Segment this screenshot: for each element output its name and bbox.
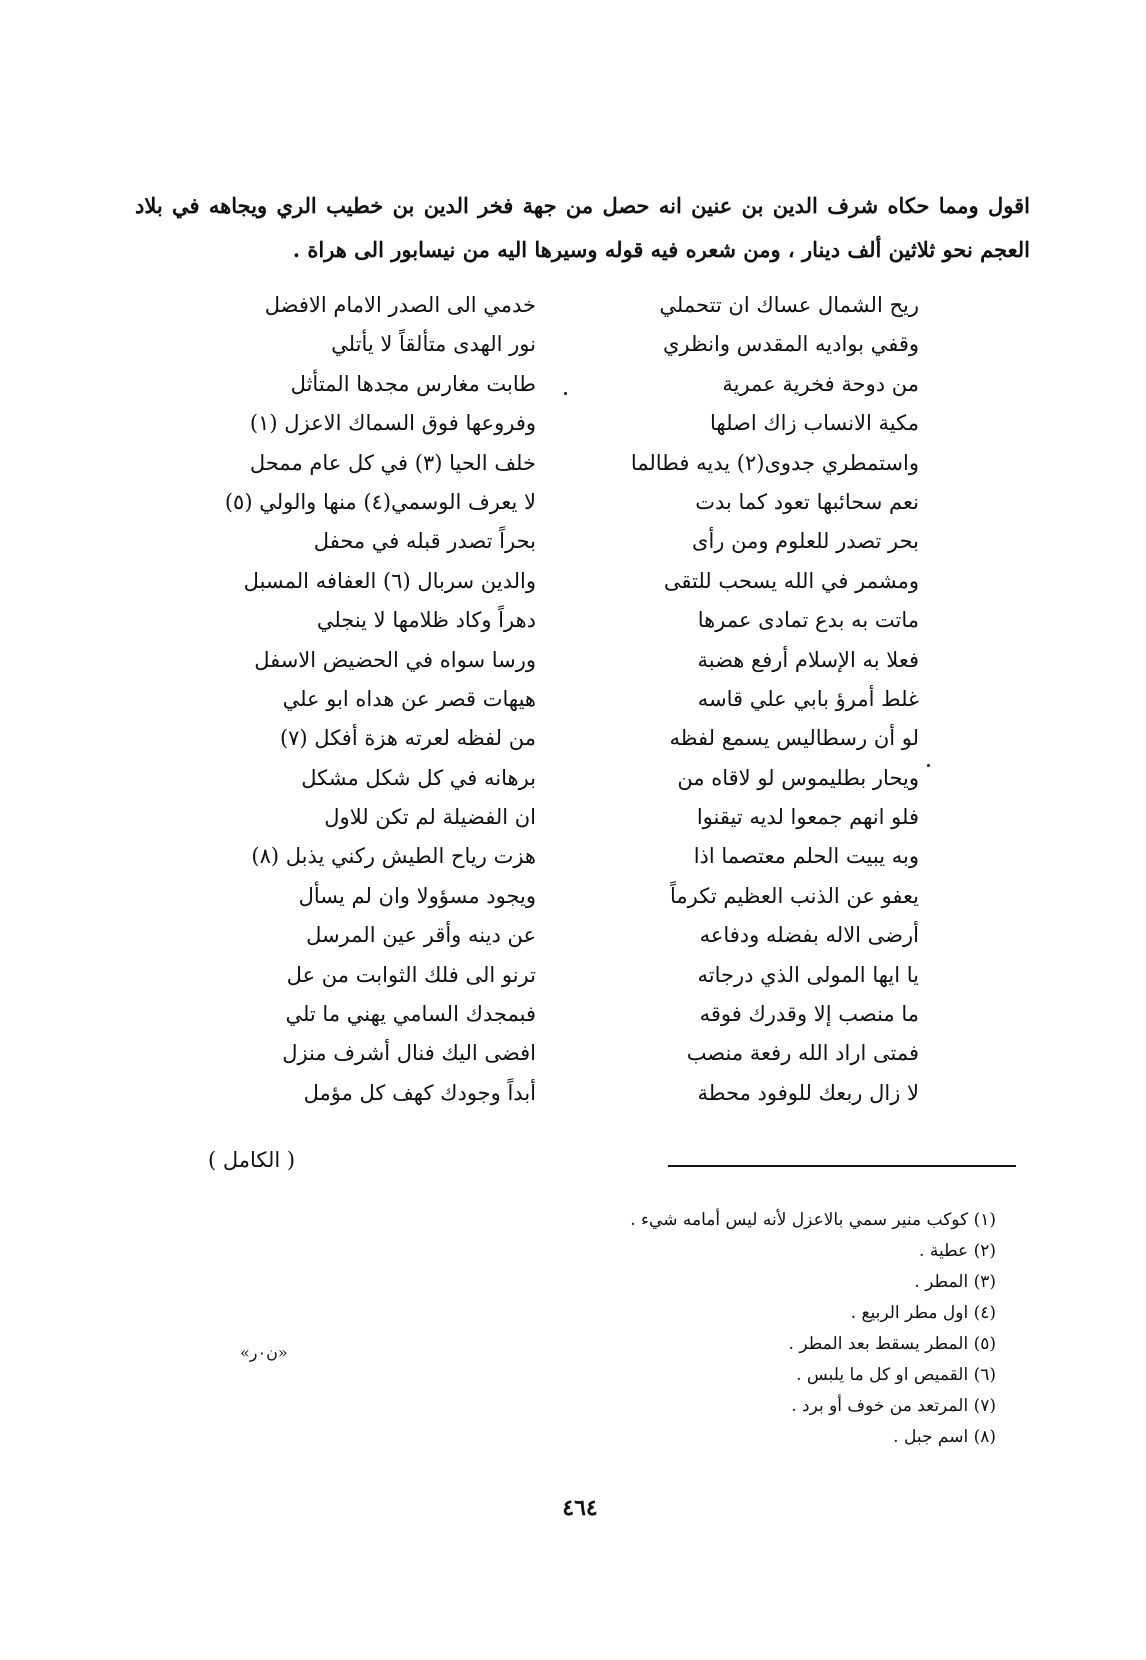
poem-verse: واستمطري جدوى(٢) يديه فطالما (630, 450, 919, 475)
poem-verse: ومشمر في الله يسحب للتقى (663, 568, 919, 593)
poem-verse: ان الفضيلة لم تكن للاول (324, 805, 536, 830)
poem-verse: هزت رياح الطيش ركني يذبل (٨) (251, 844, 536, 869)
poem-verse: ريح الشمال عساك ان تتحملي (659, 293, 919, 317)
footnote: (٥) المطر يسقط بعد المطر . (788, 1334, 996, 1354)
poem-verse: نور الهدى متألقاً لا يأتلي (331, 332, 536, 357)
poem-verse: مكية الانساب زاك اصلها (709, 411, 919, 436)
meter-label: ( الكامل ) (208, 1148, 296, 1172)
print-speck (927, 764, 930, 767)
poem-verse: أرضى الاله بفضله ودفاعه (699, 923, 919, 948)
poem-verse: عن دينه وأقر عين المرسل (306, 923, 536, 948)
poem-verse: من دوحة فخرية عمرية (722, 371, 919, 396)
poem-verse: وقفي بواديه المقدس وانظري (662, 332, 919, 357)
poem-verse: ما منصب إلا وقدرك فوقه (699, 1002, 919, 1027)
poem-verse: دهراً وكاد ظلامها لا ينجلي (316, 608, 536, 633)
poem-verse: فلو انهم جمعوا لديه تيقنوا (696, 805, 919, 830)
poem-verse: ويجود مسؤولا وان لم يسأل (298, 883, 536, 908)
poem-verse: ترنو الى فلك الثوابت من عل (286, 962, 536, 987)
poem-verse: فعلا به الإسلام أرفع هضبة (697, 647, 919, 672)
poem-column-right (619, 286, 919, 1113)
poem-verse: لا زال ربعك للوفود محطة (697, 1080, 919, 1105)
poem-verse: وفروعها فوق السماك الاعزل (١) (249, 411, 536, 436)
poem-verse: يا ايها المولى الذي درجاته (697, 962, 919, 987)
poem-verse: ويحار بطليموس لو لاقاه من (677, 765, 919, 790)
poem-verse: من لفظه لعرته هزة أفكل (٧) (279, 726, 536, 751)
footnote: (٣) المطر . (914, 1272, 996, 1292)
poem-verse: غلط أمرؤ بابي علي قاسه (697, 686, 919, 711)
signature-mark: «ن٠ر» (240, 1343, 288, 1362)
poem-verse: أبداً وجودك كهف كل مؤمل (303, 1080, 536, 1105)
footnotes (500, 1205, 996, 1453)
poem-verse: خدمي الى الصدر الامام الافضل (264, 293, 536, 317)
poem-verse: والدين سربال (٦) العفافه المسبل (243, 568, 536, 593)
poem-verse: طابت مغارس مجدها المتأثل (290, 371, 536, 396)
poem-verse: بحر تصدر للعلوم ومن رأى (692, 529, 919, 554)
poem-verse: ماتت به بدع تمادى عمرها (697, 608, 919, 633)
poem-column-left (224, 286, 536, 1113)
poem-verse: فمتى اراد الله رفعة منصب (686, 1041, 919, 1066)
poem-verse: لو أن رسطاليس يسمع لفظه (669, 726, 919, 751)
poem-verse: بحراً تصدر قبله في محفل (313, 529, 536, 554)
poem-verse: يعفو عن الذنب العظيم تكرماً (670, 883, 919, 908)
poem-verse: خلف الحيا (٣) في كل عام ممحل (249, 450, 536, 475)
poem-verse: افضى اليك فنال أشرف منزل (282, 1041, 536, 1066)
poem-verse: نعم سحائبها تعود كما بدت (695, 489, 919, 514)
footnote: (٢) عطية . (919, 1241, 996, 1261)
print-speck (564, 392, 567, 395)
footnote: (٧) المرتعد من خوف أو برد . (791, 1396, 996, 1416)
intro-paragraph: اقول ومما حكاه شرف الدين بن عنين انه حصل من جهة فخر الدين بن خطيب الري ويجاهه في بلاد العجم نحو ثلاثين ألف دينار ، ومن شعره فيه قوله وسيرها اليه من نيسابور الى هراة . (135, 193, 1030, 262)
poem-verse: فبمجدك السامي يهني ما تلي (285, 1002, 536, 1027)
footnote: (١) كوكب منير سمي بالاعزل لأنه ليس أمامه شيء . (630, 1210, 996, 1230)
poem-verse: لا يعرف الوسمي(٤) منها والولي (٥) (224, 489, 536, 514)
poem-verse: برهانه في كل شكل مشكل (301, 765, 536, 790)
footnote: (٨) اسم جبل . (893, 1427, 996, 1447)
page-number: ٤٦٤ (562, 1495, 598, 1521)
poem-verse: هيهات قصر عن هداه ابو علي (282, 686, 536, 711)
footnote-divider (668, 1165, 1016, 1167)
poem-verse: ورسا سواه في الحضيض الاسفل (254, 647, 536, 672)
footnote: (٦) القميص او كل ما يلبس . (796, 1365, 996, 1385)
footnote: (٤) اول مطر الربيع . (850, 1303, 996, 1323)
poem-verse: وبه يبيت الحلم معتصما اذا (693, 844, 919, 869)
